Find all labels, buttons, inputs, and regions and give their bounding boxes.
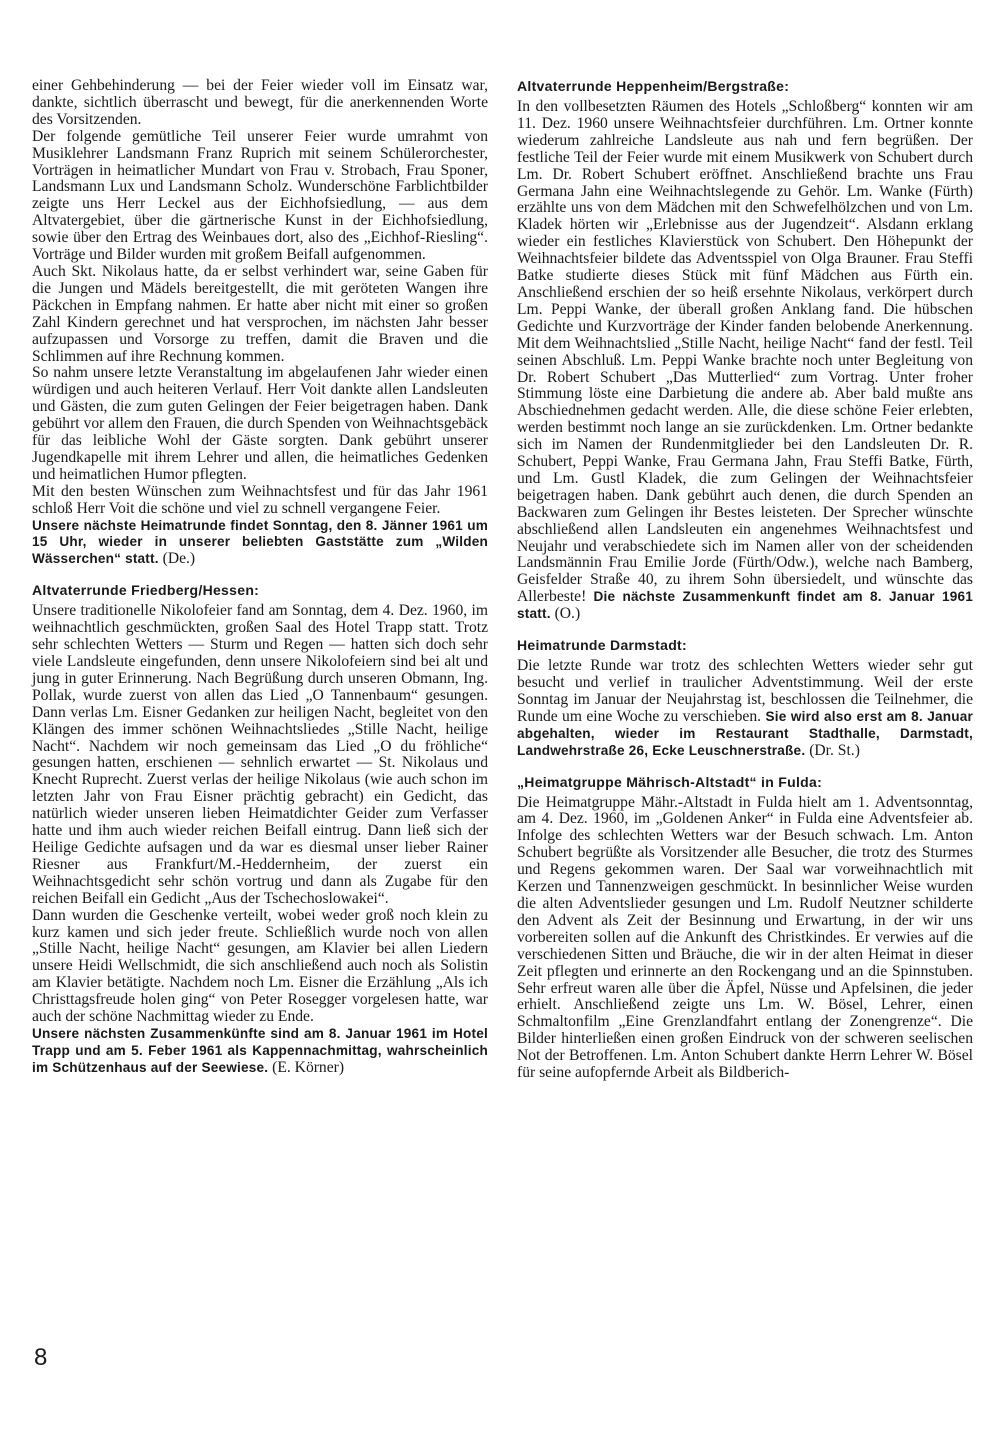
section-heading-heppenheim: Altvaterrunde Heppenheim/Bergstraße: [517,78,790,94]
author-initials: (De.) [158,550,196,568]
section-heading-friedberg: Altvaterrunde Friedberg/Hessen: [32,582,260,599]
article-text: In den vollbesetzten Räumen des Hotels „Schloßberg“ konnten wir am 11. Dez. 1960 unsere Weihnachtsfeier durchführen. Lm. Ortner konnte wiederum zahlreiche Landsleute aus nah und fern begrüßen. Der festliche Teil der Feier wurde mit einem Musikwerk von Schubert durch Lm. Dr. Robert Schubert eröffnet. Anschließend brachte uns Frau Germana Jahn eine Weihnachtslegende zu Gehör. Lm. Wanke (Fürth) erzählte uns von dem Mädchen mit den Schwefelhölzchen und von Lm. Kladek hörten wir „Erlebnisse aus der Jugendzeit“. Alsdann erklang wieder ein festliches Klavierstück von Schubert. Den Höhepunkt der Weihnachtsfeier bildete das Adventsspiel von Olga Brauner. Frau Steffi Batke studierte dieses Stück mit fünf Mädchen aus Fürth ein. Anschließend erschien der so heiß ersehnte Nikolaus, verkörpert durch Lm. Peppi Wanke, der überall großen Anklang fand. Die hübschen Gedichte und Kurzvorträge der Kinder fanden belobende Anerkennung. Mit dem Weihnachtslied „Stille Nacht, heilige Nacht“ fand der festl. Teil seinen Abschluß. Lm. Peppi Wanke brachte noch unter Begleitung von Dr. Robert Schubert „Das Mutterlied“ zum Vortrag. Unter froher Stimmung löste eine Darbietung die andere ab. Aber bald mußte ans Abschiednehmen gedacht werden. Alle, die diese schöne Feier erlebten, werden bestimmt noch lange an sie zurückdenken. Lm. Ortner bedankte sich im Namen der Rundenmitglieder bei den Landsleuten Dr. R. Schubert, Peppi Wanke, Frau Germana Jahn, Frau Steffi Batke, Fürth, und Lm. Gustl Kladek, die zum Gelingen der Weihnachtsfeier beigetragen haben. Dank gebührt auch denen, die durch Spenden an Backwaren zum Gelingen ihr Bestes leisteten. Der Sprecher wünschte abschließend allen Landsleuten ein angenehmes Weihnachtsfest und Neujahr und verabschiedete sich im Namen aller von der scheidenden Landsmännin Frau Emilie Jorde (Fürth/Odw.), welche nach Bamberg, Geisfelder Straße 40, zu ihrem Sohn übersiedelt, und wünschte das Allerbeste! [517,98,973,606]
left-column [32,78,488,1077]
announcement-paragraph [32,1026,488,1077]
article-paragraph [517,658,973,759]
article-paragraph: Dann wurden die Geschenke verteilt, wobei weder groß noch klein zu kurz kamen und sich jeder freute. Schließlich wurde noch von allen „Stille Nacht, heilige Nacht“ gesungen, am Klavier bei allen Liedern unsere Heidi Wellschmidt, die sich anschließend auch noch als Solistin am Klavier betätigte. Nachdem noch Lm. Eisner die Erzählung „Als ich Christtagsfreude holen ging“ von Peter Rosegger vorgelesen hatte, war auch der schöne Nachmittag wieder zu Ende. [32,906,488,1026]
article-paragraph: Unsere traditionelle Nikolofeier fand am Sonntag, dem 4. Dez. 1960, im weihnachtlich geschmückten, großen Saal des Hotel Trapp statt. Trotz sehr schlechten Wetters — Sturm und Regen — hatten sich doch sehr viele Landsleute eingefunden, denn unsere Nikolofeiern sind bei alt und jung in guter Erinnerung. Nach Begrüßung durch unseren Obmann, Ing. Pollak, wurde zuerst von allen das Lied „O Tannenbaum“ gesungen. Dann verlas Lm. Eisner Gedanken zur heiligen Nacht, begleitet von den Klängen des immer schönen Weihnachtsliedes „Stille Nacht, heilige Nacht“. Nachdem wir noch gemeinsam das Lied „O du fröhliche“ gesungen hatten, erschienen — sehnlich erwartet — St. Nikolaus und Knecht Ruprecht. Zuerst verlas der heilige Nikolaus (wie auch schon im letzten Jahr von Frau Eisner prächtig gebracht) ein Gedicht, das natürlich wieder unseren lieben Heimatdichter Geider zum Verfasser hatte und ihm auch wieder reichen Beifall eintrug. Dann ließ sich der Heilige Gedichte aufsagen und da war es diesmal unser lieber Rainer Riesner aus Frankfurt/M.-Heddernheim, der zuerst ein Weihnachtsgedicht sehr schön vortrug und dann als Zugabe für den reichen Beifall ein Gedicht „Aus der Tschechoslowakei“. [32,602,488,907]
section-heading-darmstadt: Heimatrunde Darmstadt: [517,637,687,654]
announcement-paragraph [32,518,488,569]
article-paragraph: So nahm unsere letzte Veranstaltung im abgelaufenen Jahr wieder einen würdigen und auch heiteren Verlauf. Herr Voit dankte allen Landsleuten und Gästen, die zum guten Gelingen der Feier beigetragen haben. Dank gebührt vor allem den Frauen, die durch Spenden von Weihnachtsgebäck für das leibliche Wohl der Gäste sorgten. Dank gebührt unserer Jugendkapelle mit ihrem Lehrer und allen, die heimatliches Gedenken und heimatlichen Humor pflegten. [32,364,488,483]
article-paragraph: Mit den besten Wünschen zum Weihnachtsfest und für das Jahr 1961 schloß Herr Voit die schöne und viel zu schnell vergangene Feier. [32,482,488,517]
author-initials: (Dr. St.) [805,741,860,759]
article-paragraph: einer Gehbehinderung — bei der Feier wieder voll im Einsatz war, dankte, sichtlich überrascht und bewegt, für die anerkennenden Worte des Vorsitzenden. [32,77,488,128]
page-number: 8 [34,1344,48,1371]
author-initials: (E. Körner) [268,1058,345,1076]
announcement-bold: Die nächste Zusammenkunft findet am 8. Januar 1961 statt. [517,589,973,622]
announcement-bold: Unsere nächste Heimatrunde findet Sonntag, den 8. Jänner 1961 um 15 Uhr, wieder in unserer beliebten Gaststätte zum „Wilden Wässerchen“ statt. [32,517,488,567]
right-column [517,78,973,1082]
article-paragraph [517,99,973,623]
article-paragraph: Auch Skt. Nikolaus hatte, da er selbst verhindert war, seine Gaben für die Jungen und Mädels bereitgestellt, die mit geröteten Wangen ihre Päckchen in Empfang nahmen. Er hatte aber nicht mit einer so großen Zahl Kindern gerechnet und hat versprochen, im nächsten Jahr besser aufzupassen und Vorsorge zu treffen, damit die Braven und die Schlimmen auf ihre Rechnung kommen. [32,262,488,365]
author-initials: (O.) [550,605,581,623]
article-text: Die letzte Runde war trotz des schlechten Wetters wieder sehr gut besucht und verlief in traulicher Adventstimmung. Weil der erste Sonntag im Januar der Neujahrstag ist, beschlossen die Teilnehmer, die Runde um eine Woche zu verschieben. [517,657,973,725]
announcement-bold: Unsere nächsten Zusammenkünfte sind am 8. Januar 1961 im Hotel Trapp und am 5. Feber 1961 als Kappennachmittag, wahrscheinlich im Schützenhaus auf der Seewiese. [32,1025,488,1075]
announcement-bold: Sie wird also erst am 8. Januar abgehalten, wieder im Restaurant Stadthalle, Darmstadt, Landwehrstraße 26, Ecke Leuschnerstraße. [517,708,974,758]
article-paragraph: Die Heimatgruppe Mähr.-Altstadt in Fulda hielt am 1. Adventsonntag, am 4. Dez. 1960, im „Goldenen Anker“ in Fulda eine Adventsfeier ab. Infolge des schlechten Wetters war der Besuch schwach. Lm. Anton Schubert begrüßte als Vorsitzender alle Besucher, die trotz des Sturmes und Regens gekommen waren. Der Saal war vorweihnachtlich mit Kerzen und Tannenzweigen geschmückt. In besinnlicher Weise wurden die alten Adventslieder gesungen und Lm. Rudolf Neutzner schilderte den Advent als Zeit der Besinnung und Erwartung, in der wir uns vorbereiten sollen auf die Ankunft des Christkindes. Er verwies auf die verschiedenen Sitten und Bräuche, die wir in der alten Heimat in dieser Zeit pflegten und erinnerte an den Rockengang und an die Spinnstuben. Sehr erfreut waren alle über die Äpfel, Nüsse und Apfelsinen, die jeder erhielt. Anschließend zeigte uns Lm. W. Bösel, Lehrer, einen Schmaltonfilm „Eine Grenzlandfahrt entlang der Zonengrenze“. Die Bilder hinterließen einen großen Eindruck von der schweren seelischen Not der Betroffenen. Lm. Anton Schubert dankte Herrn Lehrer W. Bösel für seine aufopfernde Arbeit als Bildberich- [517,793,973,1082]
section-heading-fulda: „Heimatgruppe Mährisch-Altstadt“ in Fulda: [517,773,823,790]
article-paragraph: Der folgende gemütliche Teil unserer Feier wurde umrahmt von Musiklehrer Landsmann Franz Ruprich mit seinem Schülerorchester, Vorträgen in heimatlicher Mundart von Frau v. Strobach, Frau Sponer, Landsmann Lux und Landsmann Scholz. Wunderschöne Farblichtbilder zeigte uns Herr Leckel aus der Eichhofsiedlung, — aus dem Altvatergebiet, über die gärtnerische Kunst in der Eichhofsiedlung, sowie über den Ertrag des Weinbaues dort, also des „Eichhof-Riesling“. Vorträge und Bilder wurden mit großem Beifall aufgenommen. [32,127,488,264]
